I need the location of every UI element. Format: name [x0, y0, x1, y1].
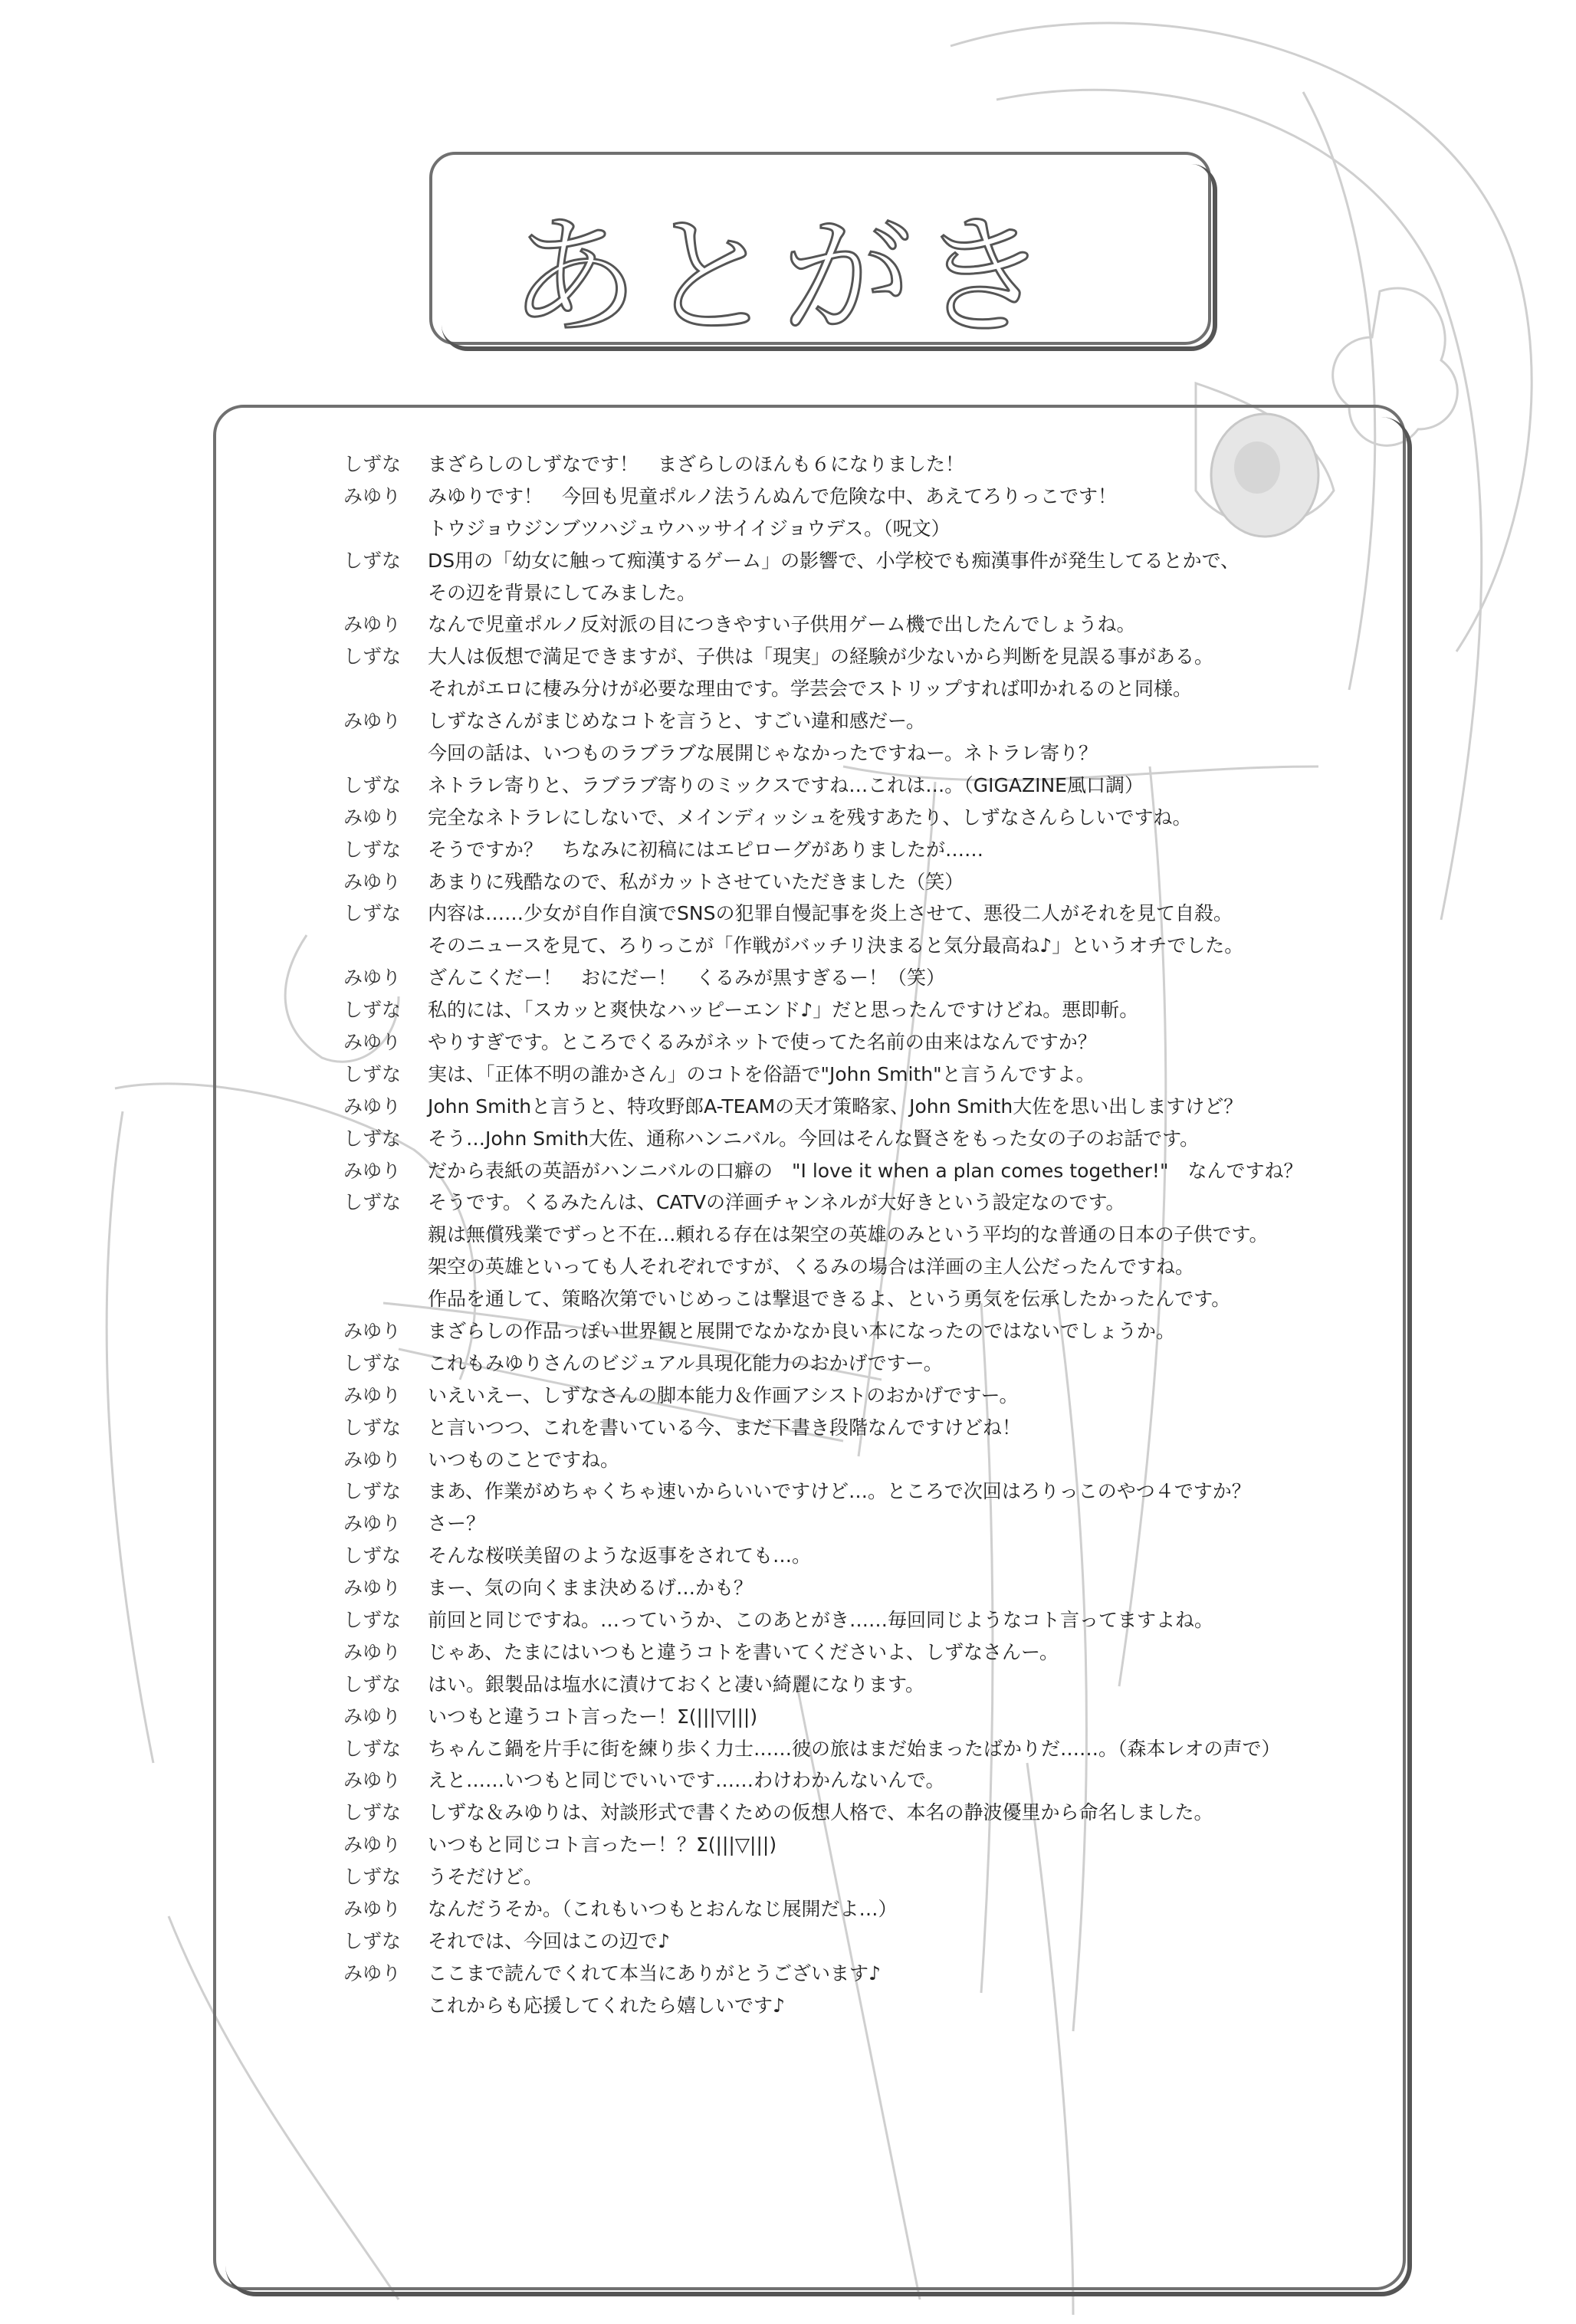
dialogue-line — [343, 1378, 1394, 1410]
speech-text: と言いつつ、これを書いている今、まだ下書き段階なんですけどね！ — [428, 1416, 1022, 1439]
dialogue-line — [343, 1956, 1394, 1988]
speaker-name: しずな — [343, 1416, 402, 1439]
dialogue-line — [343, 671, 1394, 704]
speaker-name: みゆり — [343, 1159, 402, 1182]
speech-text: はい。銀製品は塩水に漬けておくと凄い綺麗になります。 — [428, 1672, 925, 1695]
speaker-name: しずな — [343, 773, 402, 796]
speech-text: いつもと違うコト言ったー！Σ(|||▽|||) — [428, 1705, 758, 1728]
speech-text: 作品を通して、策略次第でいじめっこは撃退できるよ、という勇気を伝承したかったんです。 — [428, 1288, 1231, 1311]
speaker-name: みゆり — [343, 1833, 402, 1856]
speaker-name: みゆり — [343, 1961, 402, 1984]
dialogue-line — [343, 1795, 1394, 1827]
dialogue-line — [343, 543, 1394, 576]
dialogue-line — [343, 1057, 1394, 1089]
speaker-name: みゆり — [343, 613, 402, 636]
speaker-name: しずな — [343, 1544, 402, 1567]
dialogue-line — [343, 1699, 1394, 1732]
speech-text: みゆりです！ 今回も児童ポルノ法うんぬんで危険な中、あえてろりっこです！ — [428, 484, 1118, 507]
speaker-name: しずな — [343, 1737, 402, 1760]
speech-text: これからも応援してくれたら嬉しいです♪ — [428, 1994, 785, 2017]
dialogue-list — [343, 447, 1394, 2020]
dialogue-line — [343, 896, 1394, 928]
dialogue-line — [343, 993, 1394, 1025]
speech-text: 実は、「正体不明の誰かさん」のコトを俗語で"John Smith"と言うんですよ。 — [428, 1062, 1095, 1085]
speech-text: えと……いつもと同じでいいです……わけわかんないんで。 — [428, 1769, 945, 1792]
speech-text: いえいえー、しずなさんの脚本能力＆作画アシストのおかげですー。 — [428, 1384, 1019, 1407]
dialogue-line — [343, 1217, 1394, 1249]
speech-text: 今回の話は、いつものラブラブな展開じゃなかったですねー。ネトラレ寄り？ — [428, 741, 1098, 764]
speech-text: それがエロに棲み分けが必要な理由です。学芸会でストリップすれば叩かれるのと同様。 — [428, 678, 1193, 701]
speaker-name: しずな — [343, 1609, 402, 1631]
speaker-name: しずな — [343, 1672, 402, 1695]
speech-text: いつもと同じコト言ったー！？Σ(|||▽|||) — [428, 1833, 777, 1856]
dialogue-line — [343, 960, 1394, 993]
speech-text: 大人は仮想で満足できますが、子供は「現実」の経験が少ないから判断を見誤る事がある。 — [428, 645, 1214, 668]
speech-text: 架空の英雄といっても人それぞれですが、くるみの場合は洋画の主人公だったんですね。 — [428, 1256, 1195, 1279]
dialogue-line — [343, 1860, 1394, 1892]
speaker-name: みゆり — [343, 1448, 402, 1471]
speaker-name: しずな — [343, 1191, 402, 1214]
dialogue-line — [343, 1603, 1394, 1635]
dialogue-line — [343, 1025, 1394, 1057]
dialogue-line — [343, 511, 1394, 543]
page-title: あとがき — [509, 202, 1056, 353]
speaker-name: みゆり — [343, 967, 402, 990]
speaker-name: しずな — [343, 1351, 402, 1374]
speaker-name: しずな — [343, 1801, 402, 1824]
speech-text: 前回と同じですね。…っていうか、このあとがき……毎回同じようなコト言ってますよね。 — [428, 1609, 1214, 1631]
speech-text: そう…John Smith大佐、通称ハンニバル。今回はそんな賢さをもった女の子のお話です。 — [428, 1127, 1200, 1150]
dialogue-line — [343, 1571, 1394, 1603]
speech-text: トウジョウジンブツハジュウハッサイイジョウデス。（呪文） — [428, 517, 951, 540]
dialogue-line — [343, 1764, 1394, 1796]
dialogue-line — [343, 1538, 1394, 1571]
speaker-name: みゆり — [343, 1512, 402, 1535]
dialogue-line — [343, 1732, 1394, 1764]
speech-text: ネトラレ寄りと、ラブラブ寄りのミックスですね…これは…。（GIGAZINE風口調） — [428, 773, 1144, 796]
dialogue-line — [343, 1154, 1394, 1186]
dialogue-line — [343, 865, 1394, 897]
speaker-name: みゆり — [343, 1095, 402, 1118]
speech-text: そうですか？ ちなみに初稿にはエピローグがありましたが…… — [428, 838, 984, 861]
dialogue-line — [343, 704, 1394, 736]
dialogue-line — [343, 1635, 1394, 1667]
speech-text: 親は無償残業でずっと不在…頼れる存在は架空の英雄のみという平均的な普通の日本の子供です。 — [428, 1223, 1269, 1246]
dialogue-line — [343, 768, 1394, 800]
dialogue-line — [343, 639, 1394, 671]
dialogue-line — [343, 832, 1394, 865]
speech-text: しずな＆みゆりは、対談形式で書くための仮想人格で、本名の静波優里から命名しました。 — [428, 1801, 1213, 1824]
dialogue-line — [343, 1667, 1394, 1699]
dialogue-line — [343, 800, 1394, 832]
speech-text: 私的には、「スカッと爽快なハッピーエンド♪」だと思ったんですけどね。悪即斬。 — [428, 999, 1139, 1022]
speech-text: あまりに残酷なので、私がカットさせていただきました（笑） — [428, 870, 964, 893]
speaker-name: みゆり — [343, 1898, 402, 1921]
speech-text: 完全なネトラレにしないで、メインディッシュを残すあたり、しずなさんらしいですね。 — [428, 806, 1192, 829]
dialogue-line — [343, 1121, 1394, 1154]
speech-text: ここまで読んでくれて本当にありがとうございます♪ — [428, 1961, 881, 1984]
speaker-name: しずな — [343, 999, 402, 1022]
speaker-name: しずな — [343, 645, 402, 668]
title-box — [429, 152, 1211, 353]
speaker-name: しずな — [343, 1480, 402, 1503]
dialogue-line — [343, 1346, 1394, 1378]
speech-text: やりすぎです。ところでくるみがネットで使ってた名前の由来はなんですか？ — [428, 1030, 1097, 1053]
speech-text: さー？ — [428, 1512, 486, 1535]
speaker-name: みゆり — [343, 484, 402, 507]
speaker-name: しずな — [343, 452, 402, 475]
speaker-name: しずな — [343, 838, 402, 861]
speaker-name: みゆり — [343, 1384, 402, 1407]
dialogue-line — [343, 1506, 1394, 1538]
dialogue-line — [343, 1314, 1394, 1346]
speaker-name: みゆり — [343, 1577, 402, 1600]
speaker-name: しずな — [343, 1866, 402, 1889]
dialogue-line — [343, 1410, 1394, 1443]
speech-text: いつものことですね。 — [428, 1448, 620, 1471]
dialogue-line — [343, 1443, 1394, 1475]
speech-text: それでは、今回はこの辺で♪ — [428, 1929, 670, 1952]
speaker-name: しずな — [343, 1127, 402, 1150]
dialogue-line — [343, 928, 1394, 960]
speech-text: そうです。くるみたんは、CATVの洋画チャンネルが大好きという設定なのです。 — [428, 1191, 1125, 1214]
speaker-name: しずな — [343, 1062, 402, 1085]
speech-text: なんで児童ポルノ反対派の目につきやすい子供用ゲーム機で出したんでしょうね。 — [428, 613, 1136, 636]
speaker-name: みゆり — [343, 1640, 402, 1663]
speaker-name: しずな — [343, 549, 402, 572]
dialogue-line — [343, 479, 1394, 511]
speech-text: そのニュースを見て、ろりっこが「作戦がバッチリ決まると気分最高ね♪」というオチでした。 — [428, 934, 1244, 957]
speaker-name: みゆり — [343, 1769, 402, 1792]
dialogue-line — [343, 736, 1394, 768]
dialogue-line — [343, 447, 1394, 479]
speaker-name: しずな — [343, 902, 402, 925]
speech-text: なんだうそか。（これもいつもとおんなじ展開だよ…） — [428, 1898, 898, 1921]
speaker-name: みゆり — [343, 806, 402, 829]
speech-text: そんな桜咲美留のような返事をされても…。 — [428, 1544, 812, 1567]
speech-text: その辺を背景にしてみました。 — [428, 581, 697, 604]
speech-text: だから表紙の英語がハンニバルの口癖の "I love it when a plan comes together!" なんですね？ — [428, 1159, 1303, 1182]
speaker-name: みゆり — [343, 1030, 402, 1053]
dialogue-line — [343, 1185, 1394, 1217]
speech-text: うそだけど。 — [428, 1866, 543, 1889]
speech-text: まあ、作業がめちゃくちゃ速いからいいですけど…。ところで次回はろりっこのやつ４ですか？ — [428, 1480, 1251, 1503]
speaker-name: みゆり — [343, 1319, 402, 1342]
speech-text: じゃあ、たまにはいつもと違うコトを書いてくださいよ、しずなさんー。 — [428, 1640, 1059, 1663]
dialogue-line — [343, 1988, 1394, 2020]
dialogue-line — [343, 576, 1394, 608]
dialogue-line — [343, 1827, 1394, 1860]
dialogue-line — [343, 1892, 1394, 1924]
speech-text: ざんこくだー！ おにだー！ くるみが黒すぎるー！（笑） — [428, 967, 946, 990]
speech-text: これもみゆりさんのビジュアル具現化能力のおかげですー。 — [428, 1351, 943, 1374]
speaker-name: みゆり — [343, 870, 402, 893]
speaker-name: みゆり — [343, 1705, 402, 1728]
speech-text: ちゃんこ鍋を片手に街を練り歩く力士……彼の旅はまだ始まったばかりだ……。（森本レオの声で） — [428, 1737, 1281, 1760]
dialogue-line — [343, 1249, 1394, 1282]
speaker-name: しずな — [343, 1929, 402, 1952]
speech-text: しずなさんがまじめなコトを言うと、すごい違和感だー。 — [428, 710, 926, 733]
speech-text: まざらしのしずなです！ まざらしのほんも６になりました！ — [428, 452, 965, 475]
speech-text: まざらしの作品っぽい世界観と展開でなかなか良い本になったのではないでしょうか。 — [428, 1319, 1176, 1342]
dialogue-line — [343, 1282, 1394, 1314]
dialogue-line — [343, 1475, 1394, 1507]
speech-text: 内容は……少女が自作自演でSNSの犯罪自慢記事を炎上させて、悪役二人がそれを見て自殺。 — [428, 902, 1233, 925]
speech-text: John Smithと言うと、特攻野郎A-TEAMの天才策略家、John Smith大佐を思い出しますけど？ — [428, 1095, 1243, 1118]
speaker-name: みゆり — [343, 710, 402, 733]
dialogue-line — [343, 1924, 1394, 1956]
dialogue-line — [343, 1089, 1394, 1121]
speech-text: DS用の「幼女に触って痴漢するゲーム」の影響で、小学校でも痴漢事件が発生してるとかで、 — [428, 549, 1240, 572]
dialogue-line — [343, 607, 1394, 639]
speech-text: まー、気の向くまま決めるげ…かも？ — [428, 1577, 754, 1600]
